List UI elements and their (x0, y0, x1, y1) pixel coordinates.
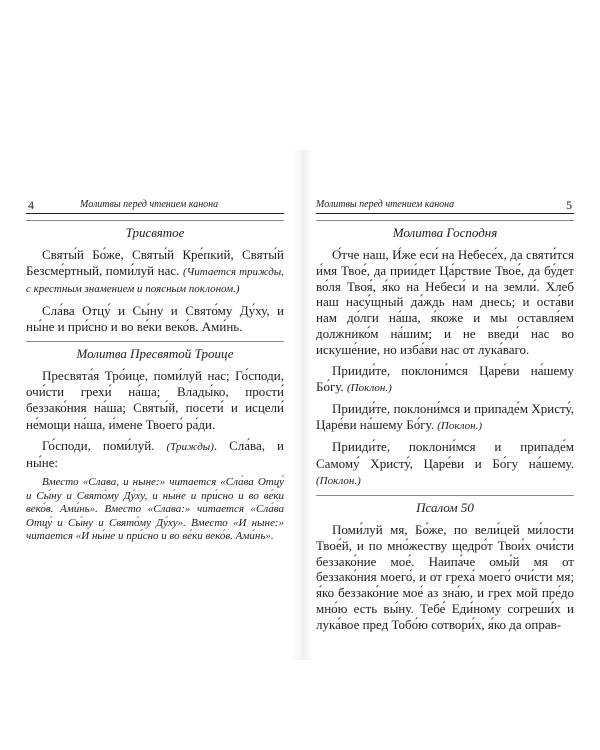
prayer-paragraph: Прииди́те, поклони́мся и припаде́м Христу́, Царе́ви на́шему Бо́гу. (Поклон.) (316, 400, 574, 433)
rubric-note: Вместо «Слава, и ныне:» читается «Сла́ва Отцу́ и Сы́ну и Свято́му Ду́ху, и ны́не и при́сно и во ве́ки веко́в. Ами́нь». Вместо «Слава:» читается «Сла́ва Отцу́ и Сы́ну и Свято́му Ду́ху». Вместо «И ныне:» читается «И ны́не и при́сно и во ве́ки веко́в. Ами́нь». (26, 476, 284, 543)
rubric-text: (Поклон.) (437, 420, 483, 433)
section-heading: Молитва Пресвятой Троице (76, 346, 234, 362)
left-running-title: Молитвы перед чтением канона (80, 199, 219, 210)
prayer-paragraph: О́тче наш, И́же еси́ на Небесе́х, да святи́тся и́мя Твое́, да прии́дет Ца́рствие Твое́, да бу́дет во́ля Твоя́, я́ко на Небеси́ и на земли́. Хлеб наш насу́щный да́ждь нам днесь; и оста́ви нам до́лги на́ша, я́коже и мы оставля́ем должнико́м на́шим; и не введи́ нас во искуше́ние, но изба́ви нас от лука́ваго. (316, 247, 574, 357)
section-lords-prayer (316, 220, 574, 489)
prayer-paragraph: Сла́ва Отцу́ и Сы́ну и Свято́му Ду́ху, и ны́не и при́сно и во ве́ки веко́в. Ами́нь. (26, 302, 284, 334)
rubric-text: (Трижды) (166, 440, 214, 453)
prayer-paragraph: Го́споди, поми́луй. (Трижды). Сла́ва, и ны́не: (26, 437, 284, 471)
prayer-paragraph: Прииди́те, поклони́мся и припаде́м Самому́ Христу́, Царе́ви и Бо́гу на́шему. (Поклон.) (316, 439, 574, 487)
section-trisvyatoe (26, 220, 284, 335)
rubric-text: (Поклон.) (316, 474, 361, 487)
rubric-text: (Читается трижды, с крестным знамением и поясным поклоном.) (26, 266, 285, 296)
prayer-paragraph: Прииди́те, поклони́мся Царе́ви на́шему Бо́гу. (Поклон.) (316, 362, 574, 394)
rubric-text: (Поклон.) (347, 381, 392, 394)
prayer-paragraph: Святы́й Бо́же, Святы́й Кре́пкий, Святы́й Безсме́ртный, поми́луй нас. (Читается трижды, с крестным знамением и поясным поклоном.) (26, 247, 285, 296)
prayer-paragraph: Поми́луй мя, Бо́же, по вели́цей ми́лости Твое́й, и по мно́жеству щедро́т Твои́х очи́сти беззако́ние мое́. Наипа́че омы́й мя от беззако́ния моего́, и от греха́ моего́ очи́сти мя; я́ко беззако́ние мое́ аз зна́ю, и грех мой пре́до мно́ю есть вы́ну. Тебе́ Еди́ному согреши́х и лука́вое пред Тобо́ю сотвори́х, я́ко да оправ- (316, 522, 574, 632)
section-heading: Трисвятое (125, 225, 185, 240)
left-running-head (26, 197, 284, 214)
right-page-number: 5 (566, 198, 572, 212)
right-running-head (316, 197, 574, 214)
book-fold (291, 150, 313, 660)
right-page (316, 197, 574, 638)
section-psalm-50 (316, 495, 574, 633)
right-running-title: Молитвы перед чтением канона (316, 199, 455, 210)
section-trinity-prayer (26, 341, 284, 544)
section-heading: Молитва Господня (392, 225, 498, 240)
section-heading: Псалом 50 (416, 500, 474, 515)
prayer-paragraph: Пресвята́я Тро́ице, поми́луй нас; Го́споди, очи́сти грехи́ на́ша; Влады́ко, прости́ беззако́ния на́ша; Святы́й, посети́ и исцели́ не́мощи на́ша, и́мене Твоего́ ра́ди. (26, 368, 284, 432)
left-page (26, 197, 284, 548)
left-page-number: 4 (28, 198, 34, 212)
